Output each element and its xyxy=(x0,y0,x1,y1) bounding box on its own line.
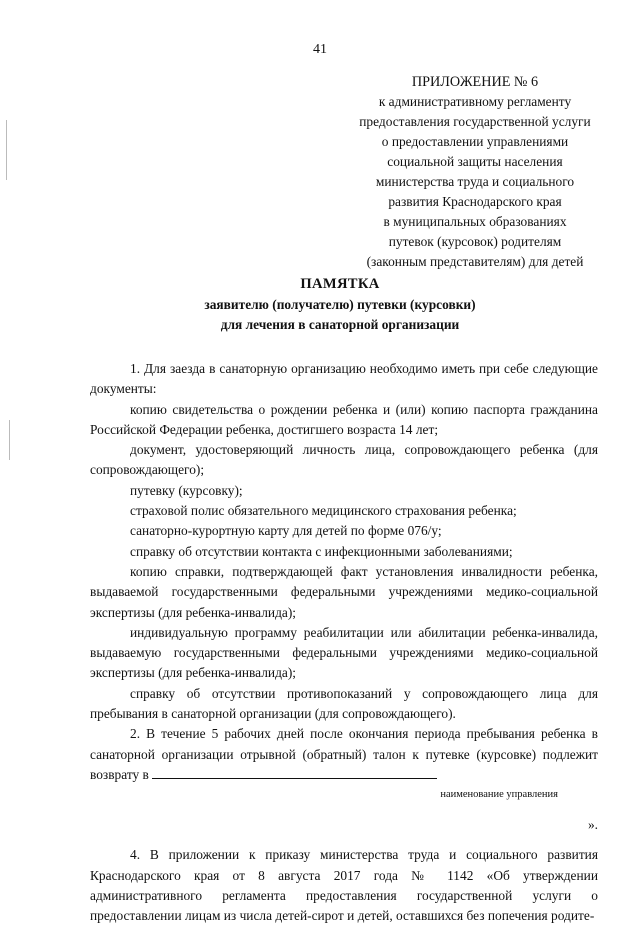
memo-heading xyxy=(40,273,640,335)
appendix-header xyxy=(330,72,620,272)
appendix-line: в муниципальных образованиях xyxy=(383,214,567,229)
memo-subtitle: для лечения в санаторной организации xyxy=(220,317,460,332)
document-body xyxy=(90,359,598,926)
document-list-item: копию справки, подтверждающей факт установления инвалидности ребенка, выдаваемой государственными федеральными учреждениями медико-социальной экспертизы (для ребенка-инвалида); xyxy=(90,563,598,620)
paragraph-2 xyxy=(90,724,598,785)
appendix-line: предоставления государственной услуги xyxy=(359,114,591,129)
page-number: 41 xyxy=(313,42,327,57)
scan-artifact xyxy=(9,420,10,460)
paragraph-1-intro: 1. Для заезда в санаторную организацию необходимо иметь при себе следующие документы: xyxy=(90,361,598,397)
blank-caption: наименование управления xyxy=(440,789,558,801)
memo-subtitle: заявителю (получателю) путевки (курсовки) xyxy=(204,297,476,312)
document-list-item: документ, удостоверяющий личность лица, сопровождающего ребенка (для сопровождающего); xyxy=(90,442,598,478)
document-list-item: справку об отсутствии противопоказаний у сопровождающего лица для пребывания в санаторной организации (для сопровождающего). xyxy=(90,685,598,722)
document-list-item: индивидуальную программу реабилитации или абилитации ребенка-инвалида, выдаваемую государственными федеральными учреждениями медико-социальной экспертизы (для ребенка-инвалида); xyxy=(90,624,598,681)
document-list-item: санаторно-курортную карту для детей по форме 076/у; xyxy=(130,523,442,539)
appendix-line: путевок (курсовок) родителям xyxy=(388,234,562,249)
appendix-line: развития Краснодарского края xyxy=(388,194,562,209)
document-list-item: справку об отсутствии контакта с инфекционными заболеваниями; xyxy=(130,543,513,559)
appendix-line: социальной защиты населения xyxy=(387,154,563,169)
appendix-line: к административному регламенту xyxy=(378,94,572,109)
appendix-line: о предоставлении управлениями xyxy=(381,134,569,149)
scan-artifact xyxy=(6,120,7,180)
paragraph-2-text: 2. В течение 5 рабочих дней после окончания периода пребывания ребенка в санаторной организации отрывной (обратный) талон к путевке (курсовке) подлежит возврату в xyxy=(90,726,598,782)
document-list-item: страховой полис обязательного медицинского страхования ребенка; xyxy=(130,503,517,519)
memo-title: ПАМЯТКА xyxy=(300,276,380,292)
paragraph-4: 4. В приложении к приказу министерства труда и социального развития Краснодарского края от 8 августа 2017 года № 1142 «Об утверждении административного регламента предоставления государственной услуги о предоставлении лицам из числа детей-сирот и детей, оставшихся без попечения родите- xyxy=(90,847,598,924)
document-list-item: путевку (курсовку); xyxy=(130,482,243,498)
appendix-title: ПРИЛОЖЕНИЕ № 6 xyxy=(411,74,539,90)
appendix-line: (законным представителям) для детей xyxy=(366,254,584,269)
closing-quote: ». xyxy=(587,817,598,833)
document-list-item: копию свидетельства о рождении ребенка и (или) копию паспорта гражданина Российской Федерации ребенка, достигшего возраста 14 лет; xyxy=(90,401,598,437)
appendix-line: министерства труда и социального xyxy=(375,174,575,189)
fill-in-blank xyxy=(152,766,437,779)
